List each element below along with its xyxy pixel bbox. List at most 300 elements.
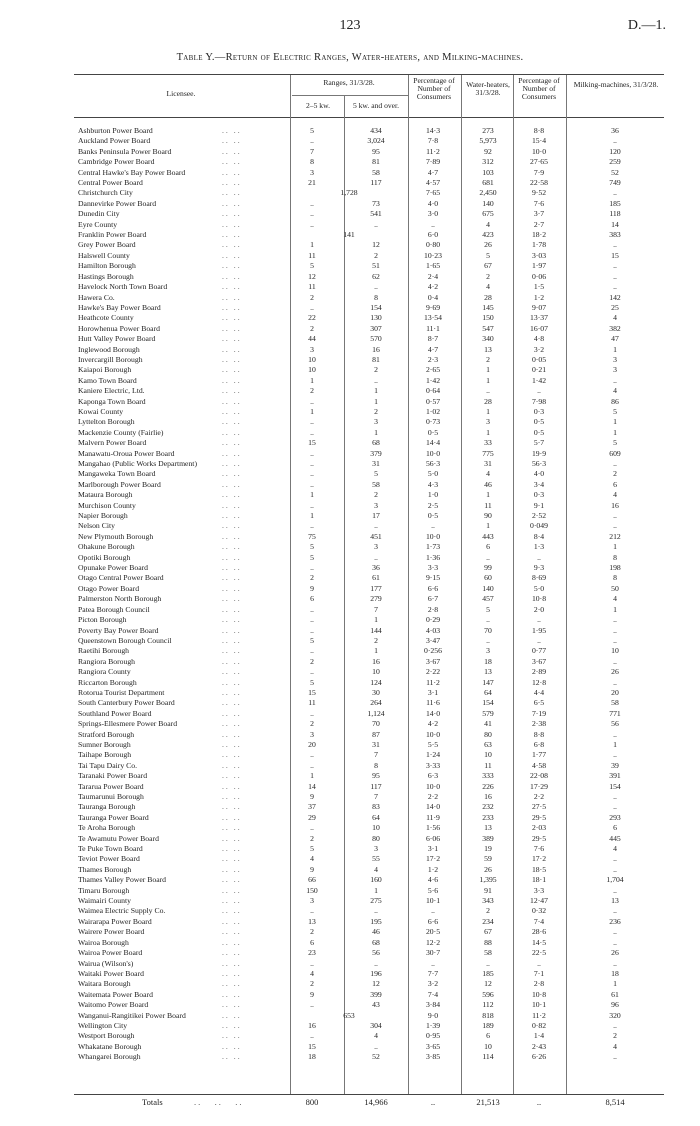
milking-cell: 52 (611, 167, 619, 177)
ranges-large-cell: 31 (372, 459, 380, 468)
water-heaters-cell: 4 (486, 469, 490, 479)
licensee-cell: Tai Tapu Dairy Co. (78, 760, 137, 770)
table-row (74, 979, 664, 989)
table-row (74, 397, 664, 407)
licensee-cell: Halswell County (78, 250, 130, 260)
percentage-2-cell: 1·5 (533, 282, 545, 292)
ranges-large-cell: 1 (374, 885, 378, 895)
water-heaters-cell: 2 (486, 354, 490, 364)
table-row (74, 168, 664, 178)
percentage-1-cell: 4·2 (427, 282, 439, 292)
licensee-cell: Wellington City (78, 1020, 128, 1030)
header-milking-machines: Milking-machines, 31/3/28. (573, 80, 659, 89)
table-row (74, 740, 664, 750)
ranges-small-cell: .. (310, 479, 314, 489)
milking-cell: 26 (611, 667, 619, 677)
table-row (74, 761, 664, 771)
totals-water-heaters: 21,513 (476, 1097, 500, 1107)
table-row (74, 782, 664, 792)
water-heaters-cell: 389 (482, 833, 494, 843)
leader-dots: .. .. (222, 511, 242, 521)
leader-dots: .. .. (222, 687, 242, 697)
leader-dots: .. .. (222, 1020, 242, 1030)
percentage-1-cell: 3·67 (425, 656, 441, 666)
ranges-small-cell: 4 (310, 968, 314, 978)
percentage-1-cell: 3·1 (427, 844, 439, 854)
leader-dots: .. .. (222, 854, 242, 864)
ranges-large-cell: 31 (372, 739, 380, 749)
ranges-small-cell: .. (310, 500, 314, 510)
percentage-1-cell: 13·54 (424, 313, 442, 323)
ranges-large-cell: 51 (372, 261, 380, 271)
licensee-cell: Tararua Power Board (78, 781, 144, 791)
milking-cell: 749 (609, 178, 621, 188)
percentage-1-cell: 2·8 (427, 604, 439, 614)
ranges-small-cell: 16 (308, 1020, 316, 1030)
percentage-2-cell: 0·5 (533, 427, 545, 437)
ranges-small-cell: 9 (310, 792, 314, 801)
percentage-1-cell: 3·1 (427, 687, 439, 697)
licensee-cell: Waitomo Power Board (78, 1000, 149, 1010)
ranges-small-cell: 1 (310, 375, 314, 385)
table-row (74, 303, 664, 313)
ranges-small-cell: 3 (310, 167, 314, 177)
percentage-2-cell: 2·8 (533, 979, 545, 989)
licensee-cell: Riccarton Borough (78, 677, 137, 687)
ranges-small-cell: 7 (310, 146, 314, 156)
licensee-cell: New Plymouth Borough (78, 531, 154, 541)
table-row (74, 220, 664, 230)
percentage-2-cell: 12·8 (531, 677, 547, 687)
licensee-cell: Mangaweka Town Board (78, 469, 156, 479)
ranges-small-cell: 11 (308, 282, 316, 292)
table-row (74, 272, 664, 282)
water-heaters-cell: 13 (484, 823, 492, 833)
ranges-large-cell: 117 (370, 178, 382, 188)
licensee-cell: Invercargill Borough (78, 354, 143, 364)
percentage-1-cell: 7·7 (427, 968, 439, 978)
percentage-2-cell: 9·3 (533, 563, 545, 573)
licensee-cell: Springs-Ellesmere Power Board (78, 719, 178, 729)
milking-cell: 3 (613, 365, 617, 375)
milking-cell: .. (613, 854, 617, 864)
percentage-2-cell: .. (537, 615, 541, 625)
leader-dots: .. .. (222, 271, 242, 281)
percentage-1-cell: 2·65 (425, 365, 441, 375)
milking-cell: 26 (611, 948, 619, 958)
percentage-2-cell: 5·7 (533, 438, 545, 448)
milking-cell: 293 (609, 812, 621, 822)
water-heaters-cell: 2 (486, 906, 490, 916)
ranges-large-cell: .. (374, 906, 378, 916)
table-row (74, 282, 664, 292)
leader-dots: .. .. (222, 792, 242, 801)
percentage-2-cell: 9·07 (531, 302, 547, 312)
percentage-2-cell: .. (537, 635, 541, 645)
ranges-small-cell: 5 (310, 126, 314, 135)
percentage-2-cell: 14·5 (531, 937, 547, 947)
percentage-2-cell: 0·77 (531, 646, 547, 656)
ranges-small-cell: 9 (310, 989, 314, 999)
leader-dots: .. .. (222, 656, 242, 666)
percentage-2-cell: 3·7 (533, 209, 545, 219)
table-row (74, 1021, 664, 1031)
water-heaters-cell: 140 (482, 198, 494, 208)
table-row (74, 854, 664, 864)
water-heaters-cell: 88 (484, 937, 492, 947)
totals-percentage-1: .. (430, 1097, 436, 1107)
ranges-large-cell: 275 (370, 896, 382, 906)
leader-dots: .. .. (222, 968, 242, 978)
percentage-1-cell: 12·2 (425, 937, 441, 947)
ranges-small-cell: 5 (310, 552, 314, 562)
percentage-2-cell: 6·26 (531, 1052, 547, 1062)
table-row (74, 938, 664, 948)
licensee-cell: Kowai County (78, 406, 124, 416)
ranges-small-cell: 2 (310, 573, 314, 583)
milking-cell: 61 (611, 989, 619, 999)
percentage-2-cell: 0·06 (531, 271, 547, 281)
percentage-1-cell: 4·03 (425, 625, 441, 635)
percentage-1-cell: 4·3 (427, 479, 439, 489)
leader-dots: .. .. (222, 781, 242, 791)
licensee-cell: Mangahao (Public Works Department) (78, 459, 198, 468)
ranges-large-cell: 10 (372, 823, 380, 833)
leader-dots: .. .. (222, 864, 242, 874)
water-heaters-cell: 58 (484, 948, 492, 958)
leader-dots: .. .. (222, 344, 242, 354)
percentage-1-cell: 1·36 (425, 552, 441, 562)
licensee-cell: Opotiki Borough (78, 552, 131, 562)
percentage-2-cell: 1·3 (533, 542, 545, 552)
ranges-large-cell: 451 (370, 531, 382, 541)
licensee-cell: Wairoa Power Board (78, 948, 143, 958)
water-heaters-cell: 67 (484, 927, 492, 937)
percentage-1-cell: 7·4 (427, 989, 439, 999)
leader-dots: .. .. (222, 354, 242, 364)
percentage-1-cell: 17·2 (425, 854, 441, 864)
table-row (74, 501, 664, 511)
ranges-small-cell: 9 (310, 583, 314, 593)
licensee-cell: Ashburton Power Board (78, 126, 153, 135)
licensee-cell: Stratford Borough (78, 729, 135, 739)
percentage-1-cell: 6·7 (427, 594, 439, 604)
percentage-1-cell: 7·8 (427, 136, 439, 146)
table-row (74, 324, 664, 334)
water-heaters-cell: 189 (482, 1020, 494, 1030)
table-row (74, 615, 664, 625)
ranges-large-cell: 195 (370, 916, 382, 926)
table-row (74, 438, 664, 448)
milking-cell: 5 (613, 438, 617, 448)
leader-dots: .. .. (222, 812, 242, 822)
percentage-2-cell: 15·4 (531, 136, 547, 146)
water-heaters-cell: 150 (482, 313, 494, 323)
ranges-large-cell: 16 (372, 656, 380, 666)
leader-dots: .. .. (222, 667, 242, 677)
milking-cell: .. (613, 188, 617, 198)
percentage-2-cell: 2·0 (533, 604, 545, 614)
licensee-cell: Te Aroha Borough (78, 823, 136, 833)
licensee-cell: Nelson City (78, 521, 115, 531)
table-row (74, 813, 664, 823)
ranges-small-cell: 8 (310, 157, 314, 167)
water-heaters-cell: 234 (482, 916, 494, 926)
header-licensee: Licensee. (166, 89, 196, 98)
water-heaters-cell: 145 (482, 302, 494, 312)
ranges-small-cell: .. (310, 1031, 314, 1041)
percentage-2-cell: 16·07 (530, 323, 548, 333)
ranges-small-cell: .. (310, 1000, 314, 1010)
ranges-small-cell: .. (310, 625, 314, 635)
leader-dots: .. .. (222, 250, 242, 260)
ranges-small-cell: 66 (308, 875, 316, 885)
milking-cell: 120 (609, 146, 621, 156)
ranges-large-cell: 58 (372, 479, 380, 489)
milking-cell: 25 (611, 302, 619, 312)
totals-dots: .. .. .. (194, 1097, 244, 1107)
licensee-cell: Kaniere Electric, Ltd. (78, 386, 145, 396)
percentage-1-cell: 3·3 (427, 563, 439, 573)
percentage-2-cell: 17·29 (530, 781, 548, 791)
percentage-1-cell: 10·23 (424, 250, 442, 260)
percentage-1-cell: .. (431, 958, 435, 968)
milking-cell: 16 (611, 500, 619, 510)
percentage-2-cell: 10·8 (531, 594, 547, 604)
percentage-1-cell: 6·06 (425, 833, 441, 843)
ranges-large-cell: 43 (372, 1000, 380, 1010)
water-heaters-cell: 92 (484, 146, 492, 156)
water-heaters-cell: 31 (484, 459, 492, 468)
ranges-small-cell: 5 (310, 844, 314, 854)
ranges-large-cell: 117 (370, 781, 382, 791)
percentage-1-cell: 4·2 (427, 719, 439, 729)
table-row (74, 459, 664, 469)
water-heaters-cell: 775 (482, 448, 494, 458)
milking-cell: 771 (609, 708, 621, 718)
leader-dots: .. .. (222, 823, 242, 833)
milking-cell: 1 (613, 417, 617, 427)
water-heaters-cell: 226 (482, 781, 494, 791)
milking-cell: 39 (611, 760, 619, 770)
ranges-small-cell: 20 (308, 739, 316, 749)
ranges-large-cell: 68 (372, 438, 380, 448)
ranges-small-cell: .. (310, 198, 314, 208)
ranges-large-cell: 10 (372, 667, 380, 677)
water-heaters-cell: 64 (484, 687, 492, 697)
water-heaters-cell: 41 (484, 719, 492, 729)
table-row (74, 719, 664, 729)
percentage-1-cell: 11·6 (426, 698, 440, 708)
water-heaters-cell: 10 (484, 750, 492, 760)
milking-cell: 5 (613, 406, 617, 416)
ranges-small-cell: .. (310, 615, 314, 625)
percentage-1-cell: 20·5 (425, 927, 441, 937)
ranges-small-cell: 2 (310, 386, 314, 396)
ranges-large-cell: 87 (372, 729, 380, 739)
water-heaters-cell: 232 (482, 802, 494, 812)
ranges-small-cell: 14 (308, 781, 316, 791)
ranges-large-cell: 36 (372, 563, 380, 573)
milking-cell: 6 (613, 823, 617, 833)
leader-dots: .. .. (222, 334, 242, 344)
licensee-cell: Mackenzie County (Fairlie) (78, 427, 164, 437)
licensee-cell: Tauranga Power Board (78, 812, 149, 822)
water-heaters-cell: 579 (482, 708, 494, 718)
leader-dots: .. .. (222, 531, 242, 541)
ranges-small-cell: 3 (310, 344, 314, 354)
milking-cell: 4 (613, 313, 617, 323)
ranges-large-cell: 46 (372, 927, 380, 937)
milking-cell: 58 (611, 698, 619, 708)
percentage-1-cell: 11·1 (426, 323, 440, 333)
ranges-large-cell: 434 (370, 126, 382, 135)
licensee-cell: Marlborough Power Board (78, 479, 161, 489)
leader-dots: .. .. (222, 937, 242, 947)
leader-dots: .. .. (222, 469, 242, 479)
table-row (74, 844, 664, 854)
ranges-small-cell: 2 (310, 979, 314, 989)
licensee-cell: Banks Peninsula Power Board (78, 146, 172, 156)
table-row (74, 345, 664, 355)
licensee-cell: Havelock North Town Board (78, 282, 168, 292)
percentage-1-cell: 0·95 (425, 1031, 441, 1041)
leader-dots: .. .. (222, 438, 242, 448)
percentage-1-cell: 1·02 (425, 406, 441, 416)
milking-cell: 236 (609, 916, 621, 926)
licensee-cell: Taumarunui Borough (78, 792, 144, 801)
percentage-1-cell: 14·4 (425, 438, 441, 448)
leader-dots: .. .. (222, 844, 242, 854)
ranges-large-cell: .. (374, 521, 378, 531)
water-heaters-cell: 547 (482, 323, 494, 333)
licensee-cell: Timaru Borough (78, 885, 130, 895)
water-heaters-cell: 6 (486, 542, 490, 552)
ranges-large-cell: 2 (374, 635, 378, 645)
leader-dots: .. .. (222, 833, 242, 843)
leader-dots: .. .. (222, 427, 242, 437)
licensee-cell: Rotorua Tourist Department (78, 687, 165, 697)
ranges-small-cell: 3 (310, 896, 314, 906)
leader-dots: .. .. (222, 365, 242, 375)
water-heaters-cell: 681 (482, 178, 494, 188)
percentage-1-cell: 10·0 (425, 531, 441, 541)
ranges-large-cell: 279 (370, 594, 382, 604)
water-heaters-cell: .. (486, 552, 490, 562)
licensee-cell: Cambridge Power Board (78, 157, 155, 167)
percentage-1-cell: 11·9 (426, 812, 440, 822)
licensee-cell: Whangarei Borough (78, 1052, 141, 1062)
licensee-cell: Raetihi Borough (78, 646, 130, 656)
leader-dots: .. .. (222, 1031, 242, 1041)
milking-cell: 4 (613, 386, 617, 396)
ranges-small-cell: .. (310, 469, 314, 479)
milking-cell: 13 (611, 896, 619, 906)
ranges-large-cell: .. (374, 375, 378, 385)
percentage-2-cell: 2·7 (533, 219, 545, 229)
percentage-2-cell: 2·89 (531, 667, 547, 677)
licensee-cell: Southland Power Board (78, 708, 152, 718)
header-percentage-2: Percentage of Number of Consumers (518, 76, 560, 101)
ranges-small-cell: 12 (308, 271, 316, 281)
leader-dots: .. .. (222, 906, 242, 916)
percentage-1-cell: 7·65 (425, 188, 441, 198)
percentage-2-cell: 1·4 (533, 1031, 545, 1041)
ranges-large-cell: 154 (370, 302, 382, 312)
percentage-1-cell: 0·5 (427, 427, 439, 437)
leader-dots: .. .. (222, 126, 242, 135)
percentage-2-cell: 28·6 (531, 927, 547, 937)
leader-dots: .. .. (222, 198, 242, 208)
ranges-large-cell: 4 (374, 1031, 378, 1041)
licensee-cell: Te Puke Town Board (78, 844, 143, 854)
leader-dots: .. .. (222, 188, 242, 198)
ranges-large-cell: 81 (372, 157, 380, 167)
ranges-large-cell: 1 (374, 427, 378, 437)
milking-cell: 36 (611, 126, 619, 135)
percentage-1-cell: 0·80 (425, 240, 441, 250)
percentage-1-cell: 6·6 (427, 916, 439, 926)
percentage-2-cell: 29·5 (531, 812, 547, 822)
milking-cell: .. (613, 635, 617, 645)
milking-cell: 4 (613, 490, 617, 500)
table-row (74, 293, 664, 303)
table-body (74, 126, 664, 1063)
water-heaters-cell: 103 (482, 167, 494, 177)
percentage-2-cell: 12·47 (530, 896, 548, 906)
milking-cell: 185 (609, 198, 621, 208)
licensee-cell: Taranaki Power Board (78, 771, 148, 781)
milking-cell: .. (613, 282, 617, 292)
leader-dots: .. .. (222, 386, 242, 396)
leader-dots: .. .. (222, 646, 242, 656)
ranges-small-cell: .. (310, 459, 314, 468)
ranges-small-cell: 21 (308, 178, 316, 188)
ranges-small-cell: 10 (308, 354, 316, 364)
ranges-large-cell: 130 (370, 313, 382, 323)
licensee-cell: Rangiora Borough (78, 656, 136, 666)
table-row (74, 1052, 664, 1062)
milking-cell: .. (613, 521, 617, 531)
licensee-cell: Wairarapa Power Board (78, 916, 152, 926)
ranges-small-cell: 2 (310, 833, 314, 843)
leader-dots: .. .. (222, 771, 242, 781)
leader-dots: .. .. (222, 677, 242, 687)
ranges-large-cell: 124 (370, 677, 382, 687)
water-heaters-cell: 26 (484, 240, 492, 250)
milking-cell: 3 (613, 354, 617, 364)
milking-cell: .. (613, 792, 617, 801)
licensee-cell: Wairoa Borough (78, 937, 129, 947)
water-heaters-cell: .. (486, 386, 490, 396)
water-heaters-cell: 5 (486, 604, 490, 614)
percentage-1-cell: 1·65 (425, 261, 441, 271)
totals-label: Totals (142, 1097, 163, 1107)
water-heaters-cell: 1 (486, 490, 490, 500)
ranges-small-cell: .. (310, 750, 314, 760)
water-heaters-cell: 596 (482, 989, 494, 999)
percentage-1-cell: 7·89 (425, 157, 441, 167)
percentage-2-cell: 1·2 (533, 292, 545, 302)
water-heaters-cell: 28 (484, 292, 492, 302)
ranges-small-cell: .. (310, 417, 314, 427)
licensee-cell: Whakatane Borough (78, 1041, 142, 1051)
percentage-1-cell: 6·0 (427, 230, 439, 240)
ranges-large-cell: 160 (370, 875, 382, 885)
water-heaters-cell: 60 (484, 573, 492, 583)
percentage-1-cell: 1·24 (425, 750, 441, 760)
ranges-large-cell: 4 (374, 864, 378, 874)
